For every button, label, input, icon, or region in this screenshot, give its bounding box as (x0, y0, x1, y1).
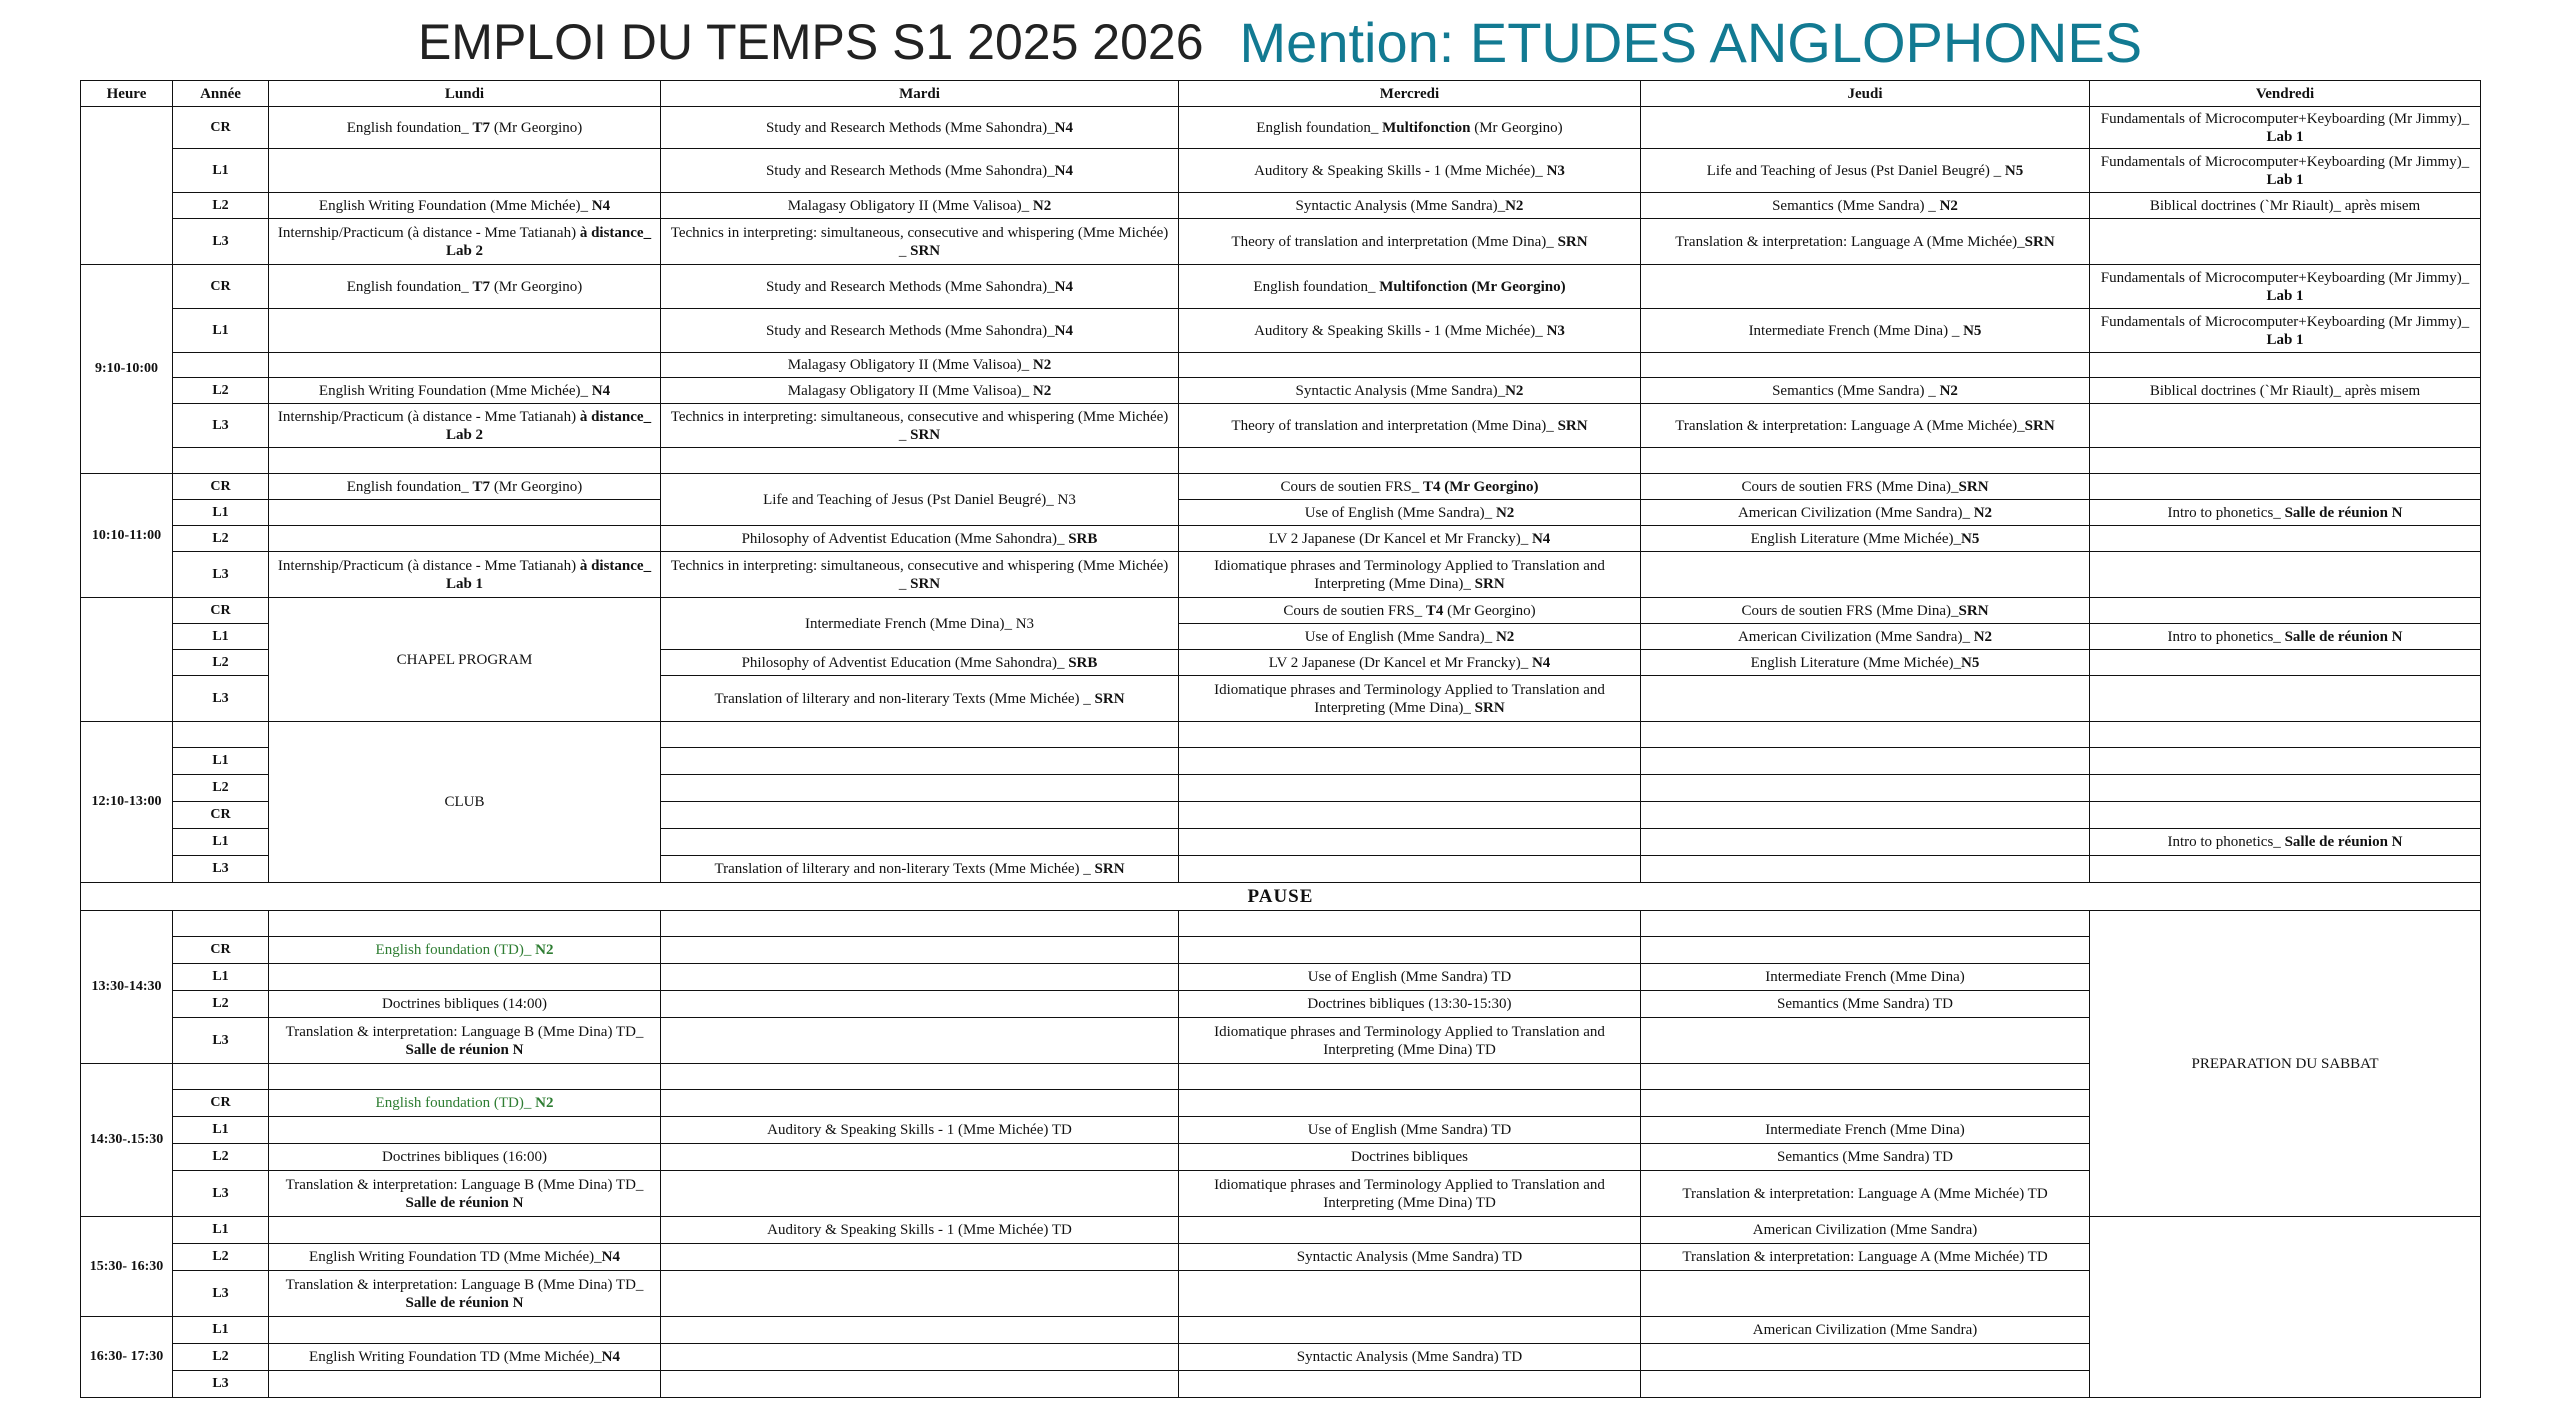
schedule-cell: English Writing Foundation (Mme Michée)_ N4 (269, 378, 661, 404)
hour-cell: 16:30- 17:30 (81, 1317, 173, 1398)
club-cell: CLUB (269, 722, 661, 883)
schedule-cell (1641, 552, 2090, 598)
schedule-cell: Study and Research Methods (Mme Sahondra)_N4 (661, 107, 1179, 149)
timetable-title: EMPLOI DU TEMPS S1 2025 2026 (417, 14, 1204, 70)
schedule-cell: English foundation_ T7 (Mr Georgino) (269, 107, 661, 149)
schedule-cell: English Writing Foundation TD (Mme Michée)_N4 (269, 1244, 661, 1271)
schedule-cell (1641, 722, 2090, 748)
schedule-cell: Fundamentals of Microcomputer+Keyboarding (Mr Jimmy)_ Lab 1 (2090, 265, 2481, 309)
schedule-cell (2090, 650, 2481, 676)
schedule-cell: Auditory & Speaking Skills - 1 (Mme Michée) TD (661, 1117, 1179, 1144)
year-cell: L2 (173, 1244, 269, 1271)
schedule-cell: Doctrines bibliques (1179, 1144, 1641, 1171)
year-cell: L2 (173, 1144, 269, 1171)
schedule-cell: Technics in interpreting: simultaneous, consecutive and whispering (Mme Michée) _ SRN (661, 552, 1179, 598)
schedule-cell: LV 2 Japanese (Dr Kancel et Mr Francky)_ N4 (1179, 526, 1641, 552)
schedule-cell (1179, 722, 1641, 748)
schedule-cell (1179, 802, 1641, 829)
schedule-cell (2090, 802, 2481, 829)
table-row (81, 1217, 2481, 1244)
schedule-cell: Intermediate French (Mme Dina)_ N3 (661, 598, 1179, 650)
schedule-cell: Semantics (Mme Sandra) _ N2 (1641, 378, 2090, 404)
table-row (81, 193, 2481, 219)
schedule-cell (269, 448, 661, 474)
schedule-cell (269, 149, 661, 193)
schedule-cell: Auditory & Speaking Skills - 1 (Mme Michée) TD (661, 1217, 1179, 1244)
schedule-cell (269, 526, 661, 552)
year-cell (173, 722, 269, 748)
header-heure: Heure (81, 81, 173, 107)
schedule-cell (661, 1064, 1179, 1090)
schedule-cell (1641, 676, 2090, 722)
schedule-cell (2090, 526, 2481, 552)
schedule-cell: English foundation_ T7 (Mr Georgino) (269, 265, 661, 309)
schedule-cell (1641, 448, 2090, 474)
schedule-cell (661, 722, 1179, 748)
schedule-cell: English Literature (Mme Michée)_N5 (1641, 650, 2090, 676)
year-cell (173, 448, 269, 474)
schedule-cell: Intro to phonetics_ Salle de réunion N (2090, 829, 2481, 856)
pause-row (81, 883, 2481, 911)
schedule-cell (1641, 107, 2090, 149)
schedule-cell: Use of English (Mme Sandra)_ N2 (1179, 500, 1641, 526)
schedule-cell: Study and Research Methods (Mme Sahondra)_N4 (661, 265, 1179, 309)
schedule-cell: Fundamentals of Microcomputer+Keyboarding (Mr Jimmy)_ Lab 1 (2090, 149, 2481, 193)
schedule-cell (2090, 1217, 2481, 1398)
schedule-cell: English foundation_ Multifonction (Mr Georgino) (1179, 265, 1641, 309)
schedule-cell: Translation & interpretation: Language A (Mme Michée) TD (1641, 1171, 2090, 1217)
year-cell: CR (173, 474, 269, 500)
schedule-cell (1179, 353, 1641, 378)
table-row (81, 378, 2481, 404)
schedule-cell: Fundamentals of Microcomputer+Keyboarding (Mr Jimmy)_ Lab 1 (2090, 309, 2481, 353)
schedule-cell (1179, 775, 1641, 802)
year-cell: L1 (173, 309, 269, 353)
schedule-cell: Theory of translation and interpretation (Mme Dina)_ SRN (1179, 404, 1641, 448)
schedule-cell (661, 1171, 1179, 1217)
year-cell: CR (173, 1090, 269, 1117)
schedule-cell (1179, 1371, 1641, 1398)
schedule-cell (2090, 353, 2481, 378)
schedule-cell: American Civilization (Mme Sandra)_ N2 (1641, 624, 2090, 650)
schedule-cell: Malagasy Obligatory II (Mme Valisoa)_ N2 (661, 193, 1179, 219)
schedule-cell: Intro to phonetics_ Salle de réunion N (2090, 624, 2481, 650)
year-cell: L2 (173, 650, 269, 676)
schedule-cell (661, 1271, 1179, 1317)
schedule-cell (661, 911, 1179, 937)
schedule-cell: Cours de soutien FRS (Mme Dina)_SRN (1641, 598, 2090, 624)
schedule-cell (2090, 722, 2481, 748)
sabbath-preparation-cell: PREPARATION DU SABBAT (2090, 911, 2481, 1217)
timetable (80, 80, 2481, 1398)
year-cell: CR (173, 598, 269, 624)
schedule-cell (661, 1371, 1179, 1398)
schedule-cell: Study and Research Methods (Mme Sahondra)_N4 (661, 149, 1179, 193)
schedule-cell: Translation & interpretation: Language A (Mme Michée)_SRN (1641, 219, 2090, 265)
schedule-cell: Translation of lilterary and non-literary Texts (Mme Michée) _ SRN (661, 676, 1179, 722)
schedule-cell (1641, 1064, 2090, 1090)
schedule-cell (661, 748, 1179, 775)
schedule-cell: Doctrines bibliques (13:30-15:30) (1179, 991, 1641, 1018)
year-cell: L1 (173, 829, 269, 856)
schedule-cell (661, 1144, 1179, 1171)
schedule-cell: Semantics (Mme Sandra) TD (1641, 991, 2090, 1018)
table-row (81, 107, 2481, 149)
year-cell: L3 (173, 676, 269, 722)
schedule-cell: Translation & interpretation: Language B (Mme Dina) TD_ Salle de réunion N (269, 1271, 661, 1317)
table-row (81, 149, 2481, 193)
schedule-cell (1641, 1090, 2090, 1117)
schedule-cell: English Writing Foundation (Mme Michée)_ N4 (269, 193, 661, 219)
schedule-cell (1641, 775, 2090, 802)
schedule-cell (1641, 265, 2090, 309)
schedule-cell: Intro to phonetics_ Salle de réunion N (2090, 500, 2481, 526)
schedule-cell: Technics in interpreting: simultaneous, consecutive and whispering (Mme Michée) _ SRN (661, 404, 1179, 448)
schedule-cell: American Civilization (Mme Sandra) (1641, 1217, 2090, 1244)
year-cell: L1 (173, 964, 269, 991)
schedule-cell (269, 1317, 661, 1344)
schedule-cell (1641, 856, 2090, 883)
table-row (81, 500, 2481, 526)
year-cell: L3 (173, 1371, 269, 1398)
schedule-cell: English foundation (TD)_ N2 (269, 1090, 661, 1117)
year-cell: L1 (173, 149, 269, 193)
schedule-cell: English foundation (TD)_ N2 (269, 937, 661, 964)
schedule-cell (1641, 353, 2090, 378)
schedule-cell: Life and Teaching of Jesus (Pst Daniel Beugré) _ N5 (1641, 149, 2090, 193)
schedule-cell (2090, 856, 2481, 883)
schedule-cell (1179, 856, 1641, 883)
schedule-cell (269, 353, 661, 378)
schedule-cell: Use of English (Mme Sandra) TD (1179, 964, 1641, 991)
schedule-cell: American Civilization (Mme Sandra)_ N2 (1641, 500, 2090, 526)
schedule-cell (661, 1344, 1179, 1371)
header-jeudi: Jeudi (1641, 81, 2090, 107)
schedule-cell (1641, 1018, 2090, 1064)
schedule-cell (1641, 829, 2090, 856)
schedule-cell: Internship/Practicum (à distance - Mme Tatianah) à distance_ Lab 1 (269, 552, 661, 598)
schedule-cell (269, 1217, 661, 1244)
schedule-cell (269, 964, 661, 991)
schedule-cell: Translation & interpretation: Language A (Mme Michée)_SRN (1641, 404, 2090, 448)
year-cell: CR (173, 107, 269, 149)
year-cell: L1 (173, 500, 269, 526)
schedule-cell: Doctrines bibliques (14:00) (269, 991, 661, 1018)
schedule-cell (1179, 448, 1641, 474)
schedule-cell: Translation & interpretation: Language B (Mme Dina) TD_ Salle de réunion N (269, 1018, 661, 1064)
year-cell: CR (173, 802, 269, 829)
header-vendredi: Vendredi (2090, 81, 2481, 107)
year-cell: L2 (173, 526, 269, 552)
schedule-cell: Malagasy Obligatory II (Mme Valisoa)_ N2 (661, 378, 1179, 404)
schedule-cell: Biblical doctrines (`Mr Riault)_ après misem (2090, 193, 2481, 219)
hour-cell (81, 598, 173, 722)
schedule-cell (661, 1244, 1179, 1271)
schedule-cell: Biblical doctrines (`Mr Riault)_ après misem (2090, 378, 2481, 404)
schedule-cell (661, 448, 1179, 474)
schedule-cell: Intermediate French (Mme Dina) (1641, 964, 2090, 991)
schedule-cell (269, 1064, 661, 1090)
schedule-cell: Translation & interpretation: Language A (Mme Michée) TD (1641, 1244, 2090, 1271)
mention-title: Mention: ETUDES ANGLOPHONES (1239, 10, 2143, 74)
schedule-cell (1641, 802, 2090, 829)
schedule-cell (269, 911, 661, 937)
table-row (81, 911, 2481, 937)
schedule-cell: Cours de soutien FRS_ T4 (Mr Georgino) (1179, 598, 1641, 624)
schedule-cell: Auditory & Speaking Skills - 1 (Mme Michée)_ N3 (1179, 149, 1641, 193)
page-title (0, 6, 2560, 78)
schedule-cell: Technics in interpreting: simultaneous, consecutive and whispering (Mme Michée) _ SRN (661, 219, 1179, 265)
schedule-cell (661, 937, 1179, 964)
year-cell: CR (173, 265, 269, 309)
year-cell: L1 (173, 624, 269, 650)
table-row (81, 722, 2481, 748)
schedule-cell: English Literature (Mme Michée)_N5 (1641, 526, 2090, 552)
schedule-cell (1641, 1271, 2090, 1317)
header-mardi: Mardi (661, 81, 1179, 107)
schedule-cell (661, 1018, 1179, 1064)
chapel-program-cell: CHAPEL PROGRAM (269, 598, 661, 722)
year-cell: L2 (173, 1344, 269, 1371)
schedule-cell (661, 1090, 1179, 1117)
table-row (81, 265, 2481, 309)
year-cell: L2 (173, 775, 269, 802)
schedule-cell: English Writing Foundation TD (Mme Michée)_N4 (269, 1344, 661, 1371)
hour-cell: 9:10-10:00 (81, 265, 173, 474)
schedule-cell (661, 802, 1179, 829)
schedule-cell (1641, 748, 2090, 775)
header-annee: Année (173, 81, 269, 107)
schedule-cell: Idiomatique phrases and Terminology Applied to Translation and Interpreting (Mme Dina) TD (1179, 1018, 1641, 1064)
schedule-cell (661, 829, 1179, 856)
hour-cell: 13:30-14:30 (81, 911, 173, 1064)
table-row (81, 404, 2481, 448)
pause-label: PAUSE (81, 883, 2481, 911)
schedule-cell: Cours de soutien FRS_ T4 (Mr Georgino) (1179, 474, 1641, 500)
schedule-cell (1179, 937, 1641, 964)
table-row (81, 309, 2481, 353)
year-cell: L3 (173, 856, 269, 883)
schedule-cell (269, 309, 661, 353)
schedule-cell: Intermediate French (Mme Dina) _ N5 (1641, 309, 2090, 353)
schedule-cell (2090, 552, 2481, 598)
header-lundi: Lundi (269, 81, 661, 107)
schedule-cell (661, 1317, 1179, 1344)
schedule-cell: LV 2 Japanese (Dr Kancel et Mr Francky)_ N4 (1179, 650, 1641, 676)
schedule-cell: Fundamentals of Microcomputer+Keyboarding (Mr Jimmy)_ Lab 1 (2090, 107, 2481, 149)
schedule-cell: Internship/Practicum (à distance - Mme Tatianah) à distance_ Lab 2 (269, 219, 661, 265)
schedule-cell: Use of English (Mme Sandra)_ N2 (1179, 624, 1641, 650)
hour-cell: 15:30- 16:30 (81, 1217, 173, 1317)
schedule-cell: Cours de soutien FRS (Mme Dina)_SRN (1641, 474, 2090, 500)
table-row (81, 474, 2481, 500)
schedule-cell (2090, 748, 2481, 775)
table-row (81, 353, 2481, 378)
schedule-cell: Syntactic Analysis (Mme Sandra) TD (1179, 1344, 1641, 1371)
table-row (81, 219, 2481, 265)
year-cell: L2 (173, 193, 269, 219)
schedule-cell: Life and Teaching of Jesus (Pst Daniel Beugré)_ N3 (661, 474, 1179, 526)
header-row (81, 81, 2481, 107)
schedule-cell (2090, 219, 2481, 265)
schedule-cell: Use of English (Mme Sandra) TD (1179, 1117, 1641, 1144)
schedule-cell: Doctrines bibliques (16:00) (269, 1144, 661, 1171)
schedule-cell (1179, 1090, 1641, 1117)
schedule-cell (1179, 1217, 1641, 1244)
schedule-cell: Theory of translation and interpretation (Mme Dina)_ SRN (1179, 219, 1641, 265)
year-cell: L2 (173, 378, 269, 404)
schedule-cell (1641, 911, 2090, 937)
schedule-cell: American Civilization (Mme Sandra) (1641, 1317, 2090, 1344)
schedule-cell: Syntactic Analysis (Mme Sandra) TD (1179, 1244, 1641, 1271)
schedule-cell: Internship/Practicum (à distance - Mme Tatianah) à distance_ Lab 2 (269, 404, 661, 448)
year-cell: L3 (173, 1271, 269, 1317)
schedule-cell: Idiomatique phrases and Terminology Applied to Translation and Interpreting (Mme Dina)_ SRN (1179, 676, 1641, 722)
hour-cell (81, 107, 173, 265)
hour-cell: 14:30-.15:30 (81, 1064, 173, 1217)
schedule-cell (1179, 748, 1641, 775)
schedule-cell (1179, 1317, 1641, 1344)
table-row (81, 598, 2481, 624)
schedule-cell: Semantics (Mme Sandra) _ N2 (1641, 193, 2090, 219)
schedule-cell (269, 500, 661, 526)
year-cell: L1 (173, 1117, 269, 1144)
schedule-cell: Intermediate French (Mme Dina) (1641, 1117, 2090, 1144)
schedule-cell (1179, 1271, 1641, 1317)
table-row (81, 448, 2481, 474)
hour-cell: 10:10-11:00 (81, 474, 173, 598)
year-cell: L3 (173, 219, 269, 265)
year-cell: L3 (173, 1171, 269, 1217)
year-cell: L1 (173, 748, 269, 775)
schedule-cell (1641, 1371, 2090, 1398)
schedule-cell: Malagasy Obligatory II (Mme Valisoa)_ N2 (661, 353, 1179, 378)
schedule-cell: Translation & interpretation: Language B (Mme Dina) TD_ Salle de réunion N (269, 1171, 661, 1217)
table-row (81, 526, 2481, 552)
year-cell (173, 353, 269, 378)
schedule-cell (1179, 911, 1641, 937)
schedule-cell: Auditory & Speaking Skills - 1 (Mme Michée)_ N3 (1179, 309, 1641, 353)
schedule-cell (2090, 474, 2481, 500)
schedule-cell (661, 991, 1179, 1018)
year-cell: L1 (173, 1217, 269, 1244)
schedule-cell (2090, 775, 2481, 802)
year-cell: L3 (173, 404, 269, 448)
schedule-cell: Idiomatique phrases and Terminology Applied to Translation and Interpreting (Mme Dina) TD (1179, 1171, 1641, 1217)
schedule-cell: Philosophy of Adventist Education (Mme Sahondra)_ SRB (661, 650, 1179, 676)
schedule-cell (2090, 598, 2481, 624)
table-row (81, 552, 2481, 598)
schedule-cell: English foundation_ Multifonction (Mr Georgino) (1179, 107, 1641, 149)
year-cell: L1 (173, 1317, 269, 1344)
schedule-cell (1179, 829, 1641, 856)
schedule-cell (2090, 676, 2481, 722)
schedule-cell (1641, 1344, 2090, 1371)
header-mercredi: Mercredi (1179, 81, 1641, 107)
schedule-cell (661, 964, 1179, 991)
schedule-cell (2090, 448, 2481, 474)
year-cell (173, 1064, 269, 1090)
schedule-cell: Idiomatique phrases and Terminology Applied to Translation and Interpreting (Mme Dina)_ SRN (1179, 552, 1641, 598)
schedule-cell: Syntactic Analysis (Mme Sandra)_N2 (1179, 193, 1641, 219)
schedule-cell: Syntactic Analysis (Mme Sandra)_N2 (1179, 378, 1641, 404)
schedule-cell (661, 775, 1179, 802)
schedule-cell: English foundation_ T7 (Mr Georgino) (269, 474, 661, 500)
hour-cell: 12:10-13:00 (81, 722, 173, 883)
schedule-cell (2090, 404, 2481, 448)
year-cell: L2 (173, 991, 269, 1018)
schedule-cell (269, 1371, 661, 1398)
schedule-cell: Study and Research Methods (Mme Sahondra)_N4 (661, 309, 1179, 353)
schedule-cell: Translation of lilterary and non-literary Texts (Mme Michée) _ SRN (661, 856, 1179, 883)
schedule-cell: Semantics (Mme Sandra) TD (1641, 1144, 2090, 1171)
year-cell: CR (173, 937, 269, 964)
schedule-cell (1179, 1064, 1641, 1090)
year-cell (173, 911, 269, 937)
schedule-cell (269, 1117, 661, 1144)
schedule-cell: Philosophy of Adventist Education (Mme Sahondra)_ SRB (661, 526, 1179, 552)
schedule-cell (1641, 937, 2090, 964)
year-cell: L3 (173, 552, 269, 598)
year-cell: L3 (173, 1018, 269, 1064)
